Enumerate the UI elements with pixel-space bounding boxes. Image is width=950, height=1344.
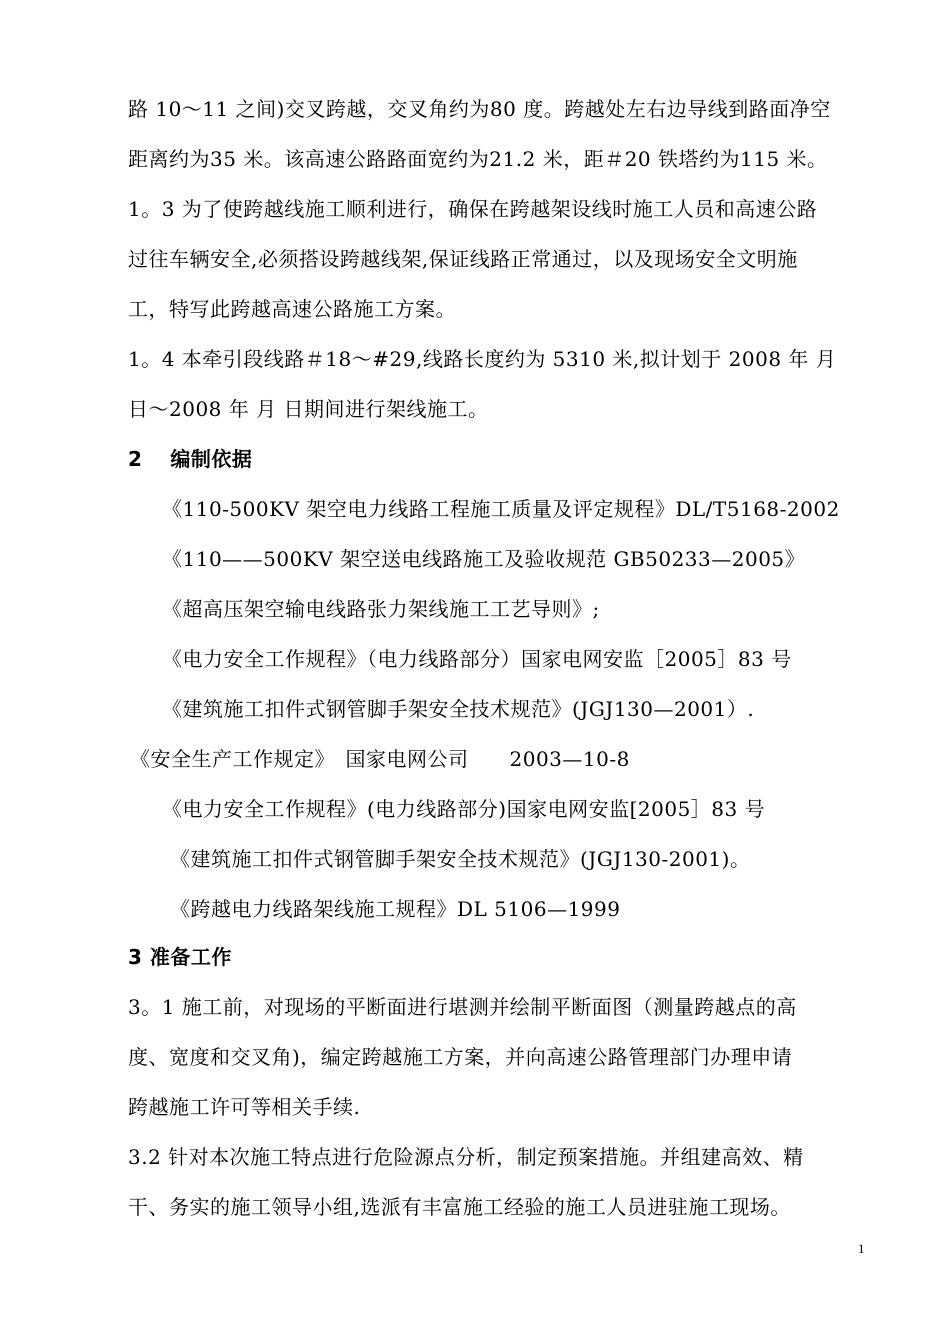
section-3-line-4: 3.2 针对本次施工特点进行危险源点分析，制定预案措施。并组建高效、精 bbox=[128, 1145, 804, 1169]
section-3-line-2: 度、宽度和交叉角)，编定跨越施工方案，并向高速公路管理部门办理申请 bbox=[128, 1045, 793, 1069]
reference-item: 《超高压架空输电线路张力架线施工工艺导则》; bbox=[162, 597, 600, 621]
reference-item: 《电力安全工作规程》(电力线路部分)国家电网安监[2005］83 号 bbox=[162, 797, 766, 821]
intro-line-5: 工，特写此跨越高速公路施工方案。 bbox=[128, 297, 456, 321]
reference-item: 《建筑施工扣件式钢管脚手架安全技术规范》(JGJ130-2001)。 bbox=[170, 847, 751, 871]
intro-line-4: 过往车辆安全,必须搭设跨越线架,保证线路正常通过，以及现场安全文明施 bbox=[128, 247, 798, 271]
reference-item: 《安全生产工作规定》 国家电网公司 2003—10-8 bbox=[130, 747, 630, 771]
intro-line-1: 路 10～11 之间)交叉跨越，交叉角约为80 度。跨越处左右边导线到路面净空 bbox=[128, 97, 831, 121]
intro-line-6: 1。4 本牵引段线路＃18～#29,线路长度约为 5310 米,拟计划于 2008 年 月 bbox=[128, 347, 837, 371]
section-3-heading: 3 准备工作 bbox=[128, 945, 232, 969]
reference-item: 《跨越电力线路架线施工规程》DL 5106—1999 bbox=[170, 897, 621, 921]
intro-line-2: 距离约为35 米。该高速公路路面宽约为21.2 米，距＃20 铁塔约为115 米。 bbox=[128, 147, 828, 171]
intro-line-7: 日～2008 年 月 日期间进行架线施工。 bbox=[128, 397, 489, 421]
section-3-line-1: 3。1 施工前，对现场的平断面进行堪测并绘制平断面图（测量跨越点的高 bbox=[128, 995, 797, 1019]
section-3-line-5: 干、务实的施工领导小组,选派有丰富施工经验的施工人员进驻施工现场。 bbox=[128, 1195, 791, 1219]
reference-item: 《电力安全工作规程》（电力线路部分）国家电网安监［2005］83 号 bbox=[162, 647, 792, 671]
section-3-line-3: 跨越施工许可等相关手续. bbox=[128, 1095, 361, 1119]
page-number: 1 bbox=[858, 1241, 865, 1256]
section-2-heading: 2 编制依据 bbox=[128, 447, 253, 471]
reference-item: 《110——500KV 架空送电线路施工及验收规范 GB50233—2005》 bbox=[162, 547, 806, 571]
intro-line-3: 1。3 为了使跨越线施工顺利进行，确保在跨越架设线时施工人员和高速公路 bbox=[128, 197, 818, 221]
reference-item: 《建筑施工扣件式钢管脚手架安全技术规范》(JGJ130—2001）. bbox=[162, 697, 755, 721]
reference-item: 《110-500KV 架空电力线路工程施工质量及评定规程》DL/T5168-2002 bbox=[162, 497, 840, 521]
